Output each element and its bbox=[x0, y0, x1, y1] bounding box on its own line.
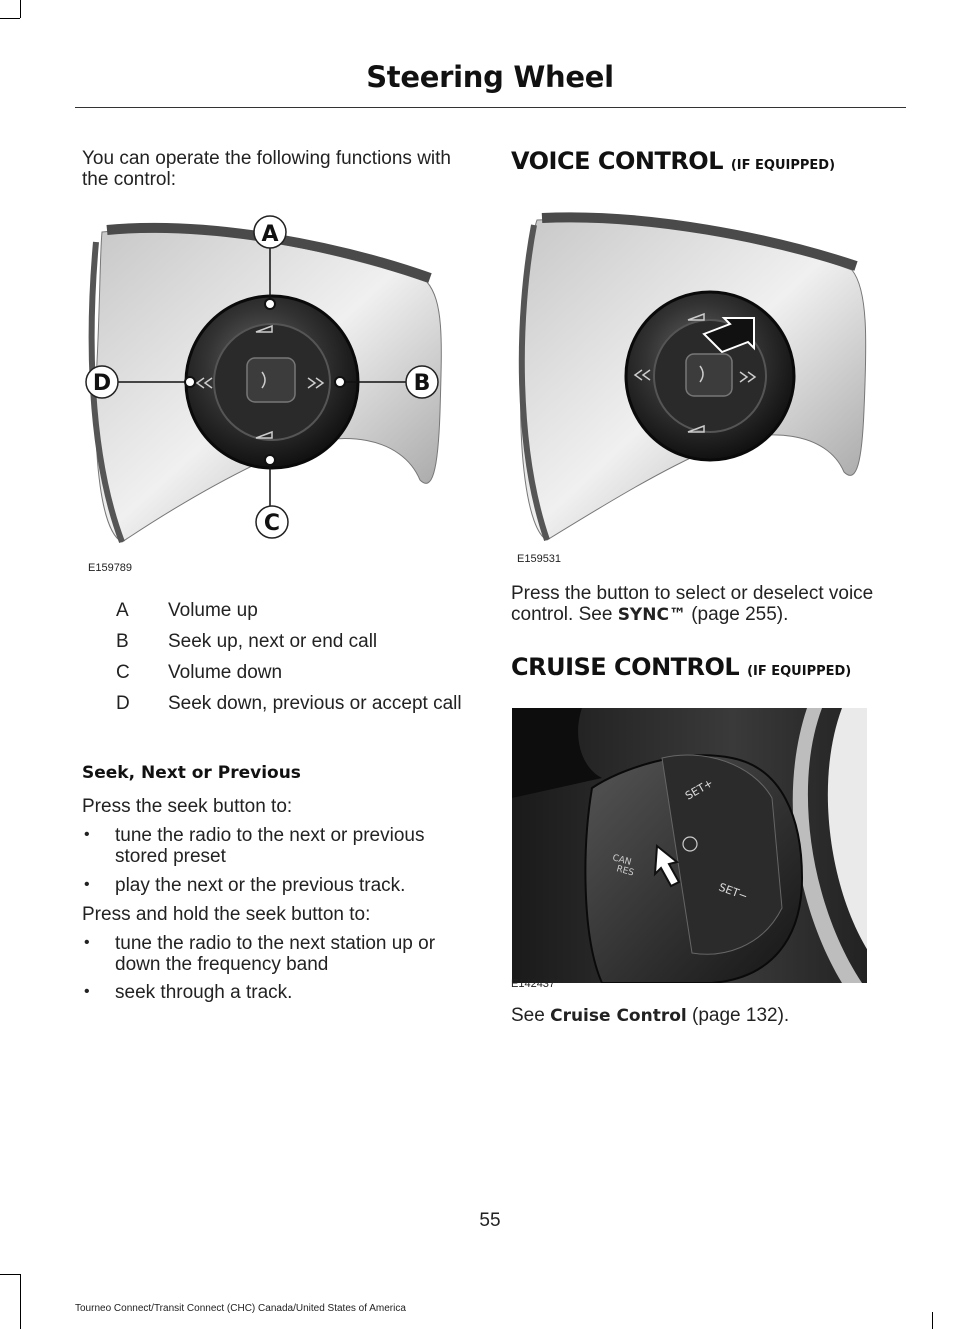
set-plus-label: SET+ bbox=[683, 776, 716, 803]
bullet: • bbox=[84, 934, 90, 951]
crop-mark bbox=[0, 18, 20, 19]
section-heading-seek: Seek, Next or Previous bbox=[82, 763, 301, 783]
figure-id: E159531 bbox=[517, 553, 562, 565]
cruise-text-pre: See bbox=[511, 1005, 545, 1026]
callout-a: A bbox=[261, 222, 279, 247]
res-label: RES bbox=[615, 864, 635, 879]
list-item: seek through a track. bbox=[115, 982, 293, 1003]
legend-key: D bbox=[116, 693, 130, 714]
sync-link[interactable]: SYNC™ bbox=[617, 605, 686, 625]
voice-heading-equipped: (IF EQUIPPED) bbox=[730, 158, 836, 173]
figure-id: E142437 bbox=[511, 978, 556, 990]
legend-value: Seek down, previous or accept call bbox=[168, 693, 462, 714]
crop-mark bbox=[932, 1312, 933, 1329]
legend-value: Volume down bbox=[168, 662, 283, 683]
page-number: 55 bbox=[479, 1210, 501, 1231]
callout-b: B bbox=[413, 371, 431, 396]
callout-c: C bbox=[263, 511, 281, 536]
voice-text-pre: Press the button to select or deselect voice control. See bbox=[511, 583, 874, 625]
list-item: play the next or the previous track. bbox=[115, 875, 406, 896]
bullet: • bbox=[84, 876, 90, 893]
voice-text-post: (page 255). bbox=[691, 604, 789, 625]
bullet: • bbox=[84, 826, 90, 843]
intro-text: You can operate the following functions with the control: bbox=[82, 148, 451, 190]
title-divider bbox=[75, 107, 906, 108]
crop-mark bbox=[0, 1274, 20, 1275]
crop-mark bbox=[20, 0, 21, 18]
cruise-text-post: (page 132). bbox=[692, 1005, 790, 1026]
crop-mark bbox=[20, 1274, 21, 1329]
legend-value: Seek up, next or end call bbox=[168, 631, 378, 652]
voice-control-heading bbox=[511, 147, 835, 175]
cruise-control-figure bbox=[512, 708, 880, 983]
cruise-text bbox=[511, 1005, 906, 1027]
set-minus-label: SET− bbox=[716, 880, 750, 904]
voice-control-figure bbox=[512, 210, 872, 550]
bullet: • bbox=[84, 983, 90, 1000]
legend-key: C bbox=[116, 662, 130, 683]
figure-id: E159789 bbox=[88, 562, 133, 574]
cruise-control-link[interactable]: Cruise Control bbox=[550, 1006, 687, 1026]
page-title: Steering Wheel bbox=[366, 60, 614, 94]
list-item: tune the radio to the next or previous stored preset bbox=[115, 825, 425, 867]
cruise-heading-main: CRUISE CONTROL bbox=[511, 653, 740, 681]
can-label: CAN bbox=[611, 853, 633, 868]
legend-key: B bbox=[116, 631, 129, 652]
cruise-heading-equipped: (IF EQUIPPED) bbox=[747, 664, 852, 679]
hold-intro: Press and hold the seek button to: bbox=[82, 904, 371, 925]
cruise-control-heading bbox=[511, 653, 851, 681]
legend-value: Volume up bbox=[168, 600, 258, 621]
callout-d: D bbox=[92, 371, 112, 396]
page-footer: Tourneo Connect/Transit Connect (CHC) Canada/United States of America bbox=[75, 1303, 406, 1314]
press-intro: Press the seek button to: bbox=[82, 796, 293, 817]
voice-heading-main: VOICE CONTROL bbox=[511, 147, 723, 175]
list-item: tune the radio to the next station up or down the frequency band bbox=[115, 933, 436, 975]
legend-key: A bbox=[116, 600, 129, 621]
voice-text bbox=[511, 583, 906, 626]
steering-control-figure bbox=[82, 212, 452, 567]
